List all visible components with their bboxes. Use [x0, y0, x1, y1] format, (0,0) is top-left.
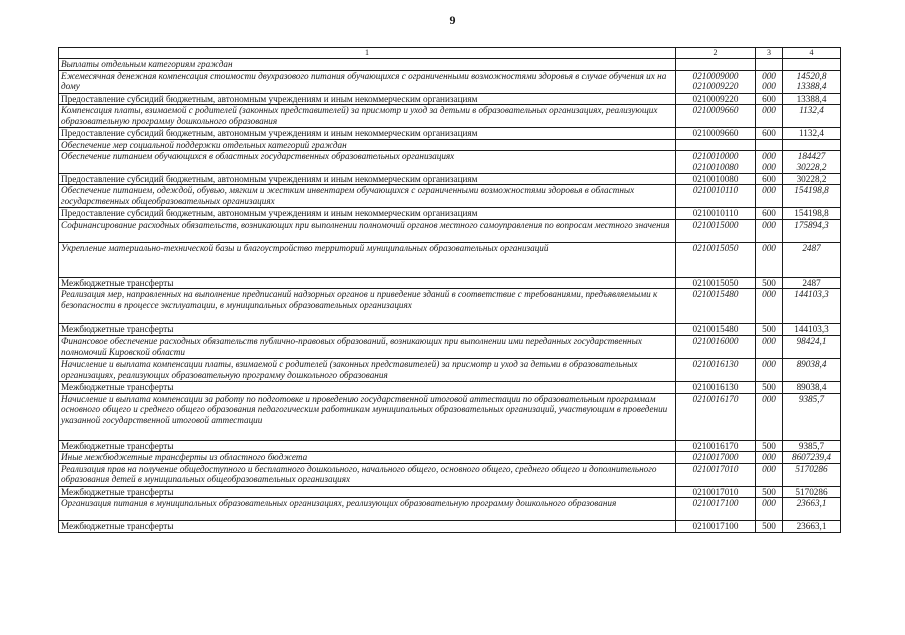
- row-name-cell: Межбюджетные трансферты: [59, 277, 676, 289]
- table-row: [59, 440, 841, 452]
- row-code-cell: 0210015480: [676, 289, 756, 324]
- row-name-cell: Обеспечение питанием, одеждой, обувью, мягким и жестким инвентарем обучающихся с ограниченными возможностями здоровья в областных государственных общеобразовательных организациях: [59, 185, 676, 208]
- header-col-1: 1: [59, 48, 676, 59]
- row-code-cell: 0210016130: [676, 358, 756, 381]
- row-amount-cell: 1132,4: [783, 128, 841, 140]
- table-header-row: [59, 48, 841, 59]
- row-type-cell: 500: [756, 381, 783, 393]
- header-col-3: 3: [756, 48, 783, 59]
- row-type-cell: 500: [756, 521, 783, 533]
- row-code-cell: 0210010110: [676, 185, 756, 208]
- row-amount-cell: 5170286: [783, 486, 841, 498]
- table-row: [59, 128, 841, 140]
- row-code-cell: 0210009000 0210009220: [676, 70, 756, 93]
- row-name-cell: Межбюджетные трансферты: [59, 381, 676, 393]
- row-name-cell: Софинансирование расходных обязательств, возникающих при выполнении полномочий органов местного самоуправления по вопросам местного значения: [59, 219, 676, 242]
- row-type-cell: 000: [756, 393, 783, 440]
- header-col-4: 4: [783, 48, 841, 59]
- row-amount-cell: 13388,4: [783, 93, 841, 105]
- row-name-cell: Ежемесячная денежная компенсация стоимости двухразового питания обучающихся с ограниченными возможностями здоровья в случае обучения их на дому: [59, 70, 676, 93]
- row-amount-cell: 9385,7: [783, 440, 841, 452]
- row-name-cell: Межбюджетные трансферты: [59, 324, 676, 336]
- row-type-cell: 500: [756, 440, 783, 452]
- row-amount-cell: 30228,2: [783, 173, 841, 185]
- row-name-cell: Предоставление субсидий бюджетным, автономным учреждениям и иным некоммерческим организациям: [59, 128, 676, 140]
- row-amount-cell: 2487: [783, 242, 841, 277]
- row-code-cell: 0210017000: [676, 452, 756, 464]
- row-name-cell: Начисление и выплата компенсации платы, взимаемой с родителей (законных представителей) за присмотр и уход за детьми в образовательных организациях, реализующих образовательную программу дошкольного образования: [59, 358, 676, 381]
- row-amount-cell: 1132,4: [783, 105, 841, 128]
- row-name-cell: Предоставление субсидий бюджетным, автономным учреждениям и иным некоммерческим организациям: [59, 208, 676, 220]
- row-type-cell: [756, 59, 783, 71]
- table-row: [59, 208, 841, 220]
- row-amount-cell: 98424,1: [783, 335, 841, 358]
- row-code-cell: 0210017100: [676, 521, 756, 533]
- table-row: [59, 70, 841, 93]
- table-row: [59, 463, 841, 486]
- row-type-cell: 000: [756, 185, 783, 208]
- row-code-cell: [676, 139, 756, 151]
- row-amount-cell: 14520,8 13388,4: [783, 70, 841, 93]
- row-code-cell: 0210009660: [676, 128, 756, 140]
- row-name-cell: Межбюджетные трансферты: [59, 440, 676, 452]
- row-code-cell: 0210015480: [676, 324, 756, 336]
- row-code-cell: 0210016000: [676, 335, 756, 358]
- budget-table-body: [59, 48, 841, 533]
- row-amount-cell: 144103,3: [783, 289, 841, 324]
- row-name-cell: Компенсация платы, взимаемой с родителей (законных представителей) за присмотр и уход за детьми в образовательных организациях, реализующих образовательную программу дошкольного образования: [59, 105, 676, 128]
- row-amount-cell: 5170286: [783, 463, 841, 486]
- table-row: [59, 498, 841, 521]
- row-name-cell: Предоставление субсидий бюджетным, автономным учреждениям и иным некоммерческим организациям: [59, 173, 676, 185]
- row-code-cell: 0210016170: [676, 440, 756, 452]
- row-amount-cell: 9385,7: [783, 393, 841, 440]
- row-name-cell: Реализация прав на получение общедоступного и бесплатного дошкольного, начального общего, основного общего, среднего общего и дополнительного образования детей в муниципальных общеобразовательных организациях: [59, 463, 676, 486]
- table-row: [59, 59, 841, 71]
- row-name-cell: Выплаты отдельным категориям граждан: [59, 59, 676, 71]
- row-amount-cell: 2487: [783, 277, 841, 289]
- row-amount-cell: 8607239,4: [783, 452, 841, 464]
- row-code-cell: [676, 59, 756, 71]
- table-row: [59, 93, 841, 105]
- row-amount-cell: [783, 59, 841, 71]
- row-amount-cell: [783, 139, 841, 151]
- row-type-cell: [756, 139, 783, 151]
- row-amount-cell: 23663,1: [783, 521, 841, 533]
- row-type-cell: 000 000: [756, 70, 783, 93]
- row-name-cell: Предоставление субсидий бюджетным, автономным учреждениям и иным некоммерческим организациям: [59, 93, 676, 105]
- row-name-cell: Реализация мер, направленных на выполнение предписаний надзорных органов и приведение зданий в соответствие с требованиями, предъявляемыми к безопасности в процессе эксплуатации, в муниципальных образовательных организациях: [59, 289, 676, 324]
- row-type-cell: 000: [756, 289, 783, 324]
- row-code-cell: 0210010110: [676, 208, 756, 220]
- table-row: [59, 486, 841, 498]
- row-name-cell: Начисление и выплата компенсации за работу по подготовке и проведению государственной итоговой аттестации по образовательным программам основного общего и среднего общего образования педагогическим работникам муниципальных образовательных организаций, участвующим в проведении указанной государственной итоговой аттестации: [59, 393, 676, 440]
- row-type-cell: 600: [756, 128, 783, 140]
- budget-table: [58, 47, 841, 533]
- page-number: 9: [449, 13, 456, 27]
- row-type-cell: 000: [756, 452, 783, 464]
- row-type-cell: 600: [756, 173, 783, 185]
- row-code-cell: 0210015000: [676, 219, 756, 242]
- row-type-cell: 000: [756, 335, 783, 358]
- row-amount-cell: 89038,4: [783, 358, 841, 381]
- row-code-cell: 0210009220: [676, 93, 756, 105]
- row-amount-cell: 154198,8: [783, 208, 841, 220]
- row-type-cell: 000: [756, 498, 783, 521]
- header-col-2: 2: [676, 48, 756, 59]
- row-type-cell: 500: [756, 324, 783, 336]
- row-code-cell: 0210016130: [676, 381, 756, 393]
- row-type-cell: 000: [756, 105, 783, 128]
- table-row: [59, 242, 841, 277]
- row-name-cell: Иные межбюджетные трансферты из областного бюджета: [59, 452, 676, 464]
- row-code-cell: 0210017100: [676, 498, 756, 521]
- row-name-cell: Организация питания в муниципальных образовательных организациях, реализующих образовательную программу дошкольного образования: [59, 498, 676, 521]
- row-amount-cell: 154198,8: [783, 185, 841, 208]
- row-amount-cell: 89038,4: [783, 381, 841, 393]
- row-code-cell: 0210010080: [676, 173, 756, 185]
- row-code-cell: 0210017010: [676, 486, 756, 498]
- row-name-cell: Укрепление материально-технической базы и благоустройство территорий муниципальных образовательных организаций: [59, 242, 676, 277]
- row-name-cell: Обеспечение мер социальной поддержки отдельных категорий граждан: [59, 139, 676, 151]
- table-row: [59, 185, 841, 208]
- row-name-cell: Межбюджетные трансферты: [59, 486, 676, 498]
- row-code-cell: 0210016170: [676, 393, 756, 440]
- row-code-cell: 0210015050: [676, 277, 756, 289]
- row-code-cell: 0210017010: [676, 463, 756, 486]
- table-row: [59, 335, 841, 358]
- table-row: [59, 521, 841, 533]
- table-row: [59, 381, 841, 393]
- row-name-cell: Обеспечение питанием обучающихся в областных государственных образовательных организациях: [59, 151, 676, 173]
- row-code-cell: 0210010000 0210010080: [676, 151, 756, 173]
- row-amount-cell: 184427 30228,2: [783, 151, 841, 173]
- row-amount-cell: 23663,1: [783, 498, 841, 521]
- row-type-cell: 600: [756, 93, 783, 105]
- row-type-cell: 000: [756, 463, 783, 486]
- row-type-cell: 500: [756, 486, 783, 498]
- row-name-cell: Финансовое обеспечение расходных обязательств публично-правовых образований, возникающих при выполнении ими переданных государственных полномочий Кировской области: [59, 335, 676, 358]
- table-row: [59, 173, 841, 185]
- table-row: [59, 358, 841, 381]
- table-row: [59, 452, 841, 464]
- table-row: [59, 277, 841, 289]
- row-code-cell: 0210009660: [676, 105, 756, 128]
- row-type-cell: 600: [756, 208, 783, 220]
- table-row: [59, 105, 841, 128]
- row-type-cell: 000 000: [756, 151, 783, 173]
- row-type-cell: 000: [756, 358, 783, 381]
- table-row: [59, 289, 841, 324]
- table-row: [59, 393, 841, 440]
- row-amount-cell: 175894,3: [783, 219, 841, 242]
- table-row: [59, 219, 841, 242]
- row-amount-cell: 144103,3: [783, 324, 841, 336]
- row-name-cell: Межбюджетные трансферты: [59, 521, 676, 533]
- table-row: [59, 139, 841, 151]
- row-code-cell: 0210015050: [676, 242, 756, 277]
- row-type-cell: 000: [756, 219, 783, 242]
- row-type-cell: 000: [756, 242, 783, 277]
- row-type-cell: 500: [756, 277, 783, 289]
- table-row: [59, 151, 841, 173]
- table-row: [59, 324, 841, 336]
